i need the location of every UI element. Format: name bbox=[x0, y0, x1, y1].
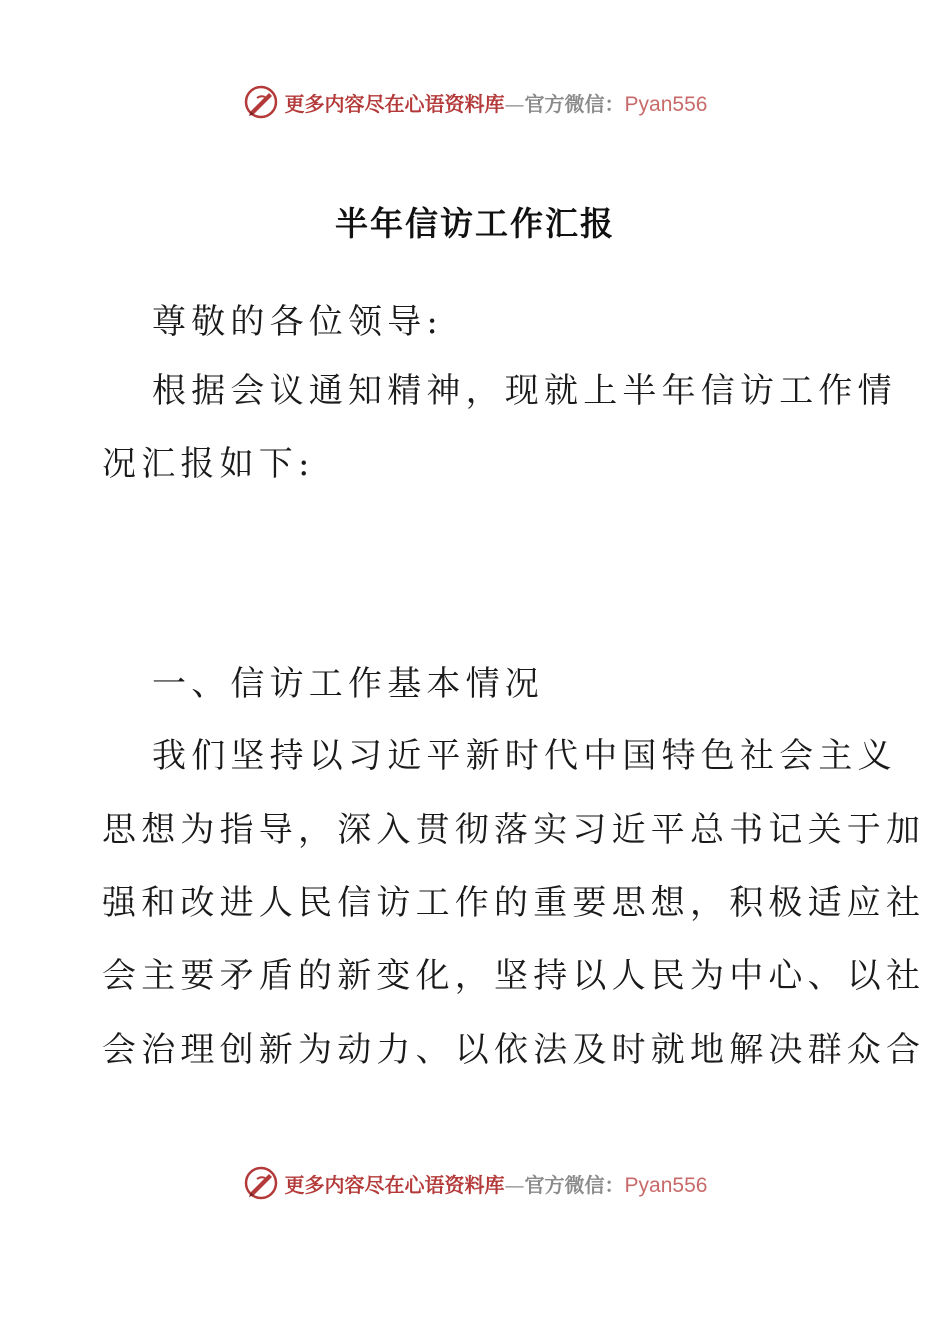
footer-watermark bbox=[0, 1163, 950, 1203]
paragraph-line: 思想为指导，深入贯彻落实习近平总书记关于加 bbox=[102, 810, 926, 850]
paragraph-line: 强和改进人民信访工作的重要思想，积极适应社 bbox=[102, 883, 926, 923]
watermark-wechat-id: Pyan556 bbox=[624, 92, 708, 116]
paragraph-line: 我们坚持以习近平新时代中国特色社会主义 bbox=[152, 736, 897, 776]
watermark-wechat-id: Pyan556 bbox=[624, 1173, 708, 1197]
paragraph-line: 会主要矛盾的新变化，坚持以人民为中心、以社 bbox=[102, 956, 926, 996]
watermark-wechat-label: 官方微信： bbox=[524, 91, 625, 116]
watermark-wechat-label: 官方微信： bbox=[524, 1172, 625, 1197]
pen-logo-icon bbox=[243, 84, 279, 120]
salutation-line: 尊敬的各位领导: bbox=[152, 302, 444, 342]
document-title: 半年信访工作汇报 bbox=[335, 204, 615, 243]
paragraph-line: 况汇报如下: bbox=[102, 444, 315, 484]
watermark-dash: — bbox=[504, 1172, 525, 1197]
header-watermark bbox=[0, 82, 950, 122]
watermark-dash: — bbox=[504, 91, 525, 116]
pen-logo-icon bbox=[243, 1165, 279, 1201]
watermark-site-text: 更多内容尽在心语资料库 bbox=[284, 1172, 505, 1197]
section-heading: 一、信访工作基本情况 bbox=[152, 664, 544, 704]
watermark-site-text: 更多内容尽在心语资料库 bbox=[284, 91, 505, 116]
paragraph-line: 根据会议通知精神，现就上半年信访工作情 bbox=[152, 371, 897, 411]
paragraph-line: 会治理创新为动力、以依法及时就地解决群众合 bbox=[102, 1030, 926, 1070]
